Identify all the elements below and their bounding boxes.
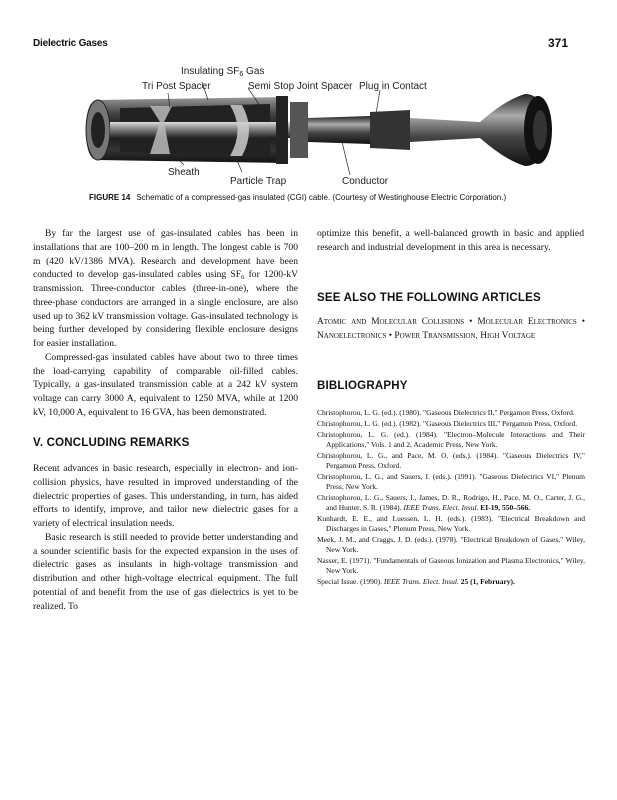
label-tri-post-spacer: Tri Post Spacer	[142, 81, 211, 92]
section-heading-bibliography: BIBLIOGRAPHY	[317, 380, 408, 392]
label-semi-stop-spacer: Semi Stop Joint Spacer	[248, 81, 353, 92]
paragraph-load-capability: Compressed-gas insulated cables have about two to three times the load-carrying capability of comparable oil-filled cables. Typically, a gas-insulated transmission cable at a 242 kV system voltage can carry 3000 A, equivalent to 1250 MVA, while at 1200 kV, 10,000 A, equivalent to 16 GVA, has been demonstrated.	[33, 351, 298, 418]
bibliography-entry: Christophorou, L. G., Sauers, I., James, D. R., Rodrigo, H., Pace, M. O., Carter, J. G., and Hunter, S. R. (1984). IEEE Trans. Elect. Insul. EI-19, 550–566.	[317, 493, 585, 513]
bibliography-entry: Nasser, E. (1971). "Fundamentals of Gaseous Ionization and Plasma Electronics," Wiley, New York.	[317, 556, 585, 576]
running-title: Dielectric Gases	[33, 38, 108, 49]
paragraph-optimize: optimize this benefit, a well-balanced growth in basic and applied research and industrial development in this area is necessary.	[317, 228, 584, 253]
bibliography-entry: Christophorou, L. G., and Pace, M. O. (eds.). (1984). "Gaseous Dielectrics IV," Pergamon Press, Oxford.	[317, 451, 585, 471]
paragraph-basic-research: Basic research is still needed to provide better understanding and a sounder scientific basis for the expected expansion in the uses of dielectric gases as insulants in high-voltage transmission and distribution and other high-voltage electrical equipment. The full potential of and benefit from the use of gas dielectrics is yet to be realized. To	[33, 531, 298, 612]
left-column-conclusion	[33, 462, 298, 613]
related-articles: Atomic and Molecular Collisions • Molecular Electronics • Nanoelectronics • Power Transmission, High Voltage	[317, 317, 585, 341]
bibliography-entry: Christophorou, L. G. (ed.). (1982). "Gaseous Dielectrics III," Pergamon Press, Oxford.	[317, 419, 578, 429]
paragraph-gas-cables: By far the largest use of gas-insulated cables has been in installations that are 100–200 m in length. The longest cable is 700 m (420 kV/1386 MVA). Research and development have been conducted to develop gas-insulated cables using $SF_6$ for 1200-kV transmission. Three-conductor cables (three-in-one), where the three-phase conductors are arranged in a single enclosure, are also used up to 362 kV transmission voltage. Gas-insulated technology is being further developed by considering flexible enclosure designs for easier installation.	[33, 228, 299, 349]
figure-caption	[89, 193, 589, 202]
section-heading-concluding: V. CONCLUDING REMARKS	[33, 437, 190, 449]
figure-cgi-cable	[80, 60, 580, 195]
plug-in-contact-shape	[308, 116, 370, 144]
bibliography-entry: Kunhardt, E. E., and Luessen, L. H. (eds.). (1983). "Electrical Breakdown and Discharges in Gases," Plenum Press, New York.	[317, 514, 585, 534]
label-particle-trap: Particle Trap	[230, 176, 287, 187]
caption-label: FIGURE 14	[89, 193, 131, 202]
bibliography-list	[317, 408, 585, 588]
right-column	[317, 227, 584, 255]
bibliography-entry: Special Issue. (1990). IEEE Trans. Elect. Insul. 25 (1, February).	[317, 577, 515, 587]
bibliography-entry: Christophorou, L. G. (ed.). (1984). "Electron–Molecule Interactions and Their Applications," Vols. 1 and 2, Academic Press, New York.	[317, 430, 585, 450]
bibliography-entry: Meek, J. M., and Craggs, J. D. (eds.). (1978). "Electrical Breakdown of Gases," Wiley, New York.	[317, 535, 585, 555]
label-conductor: Conductor	[342, 176, 389, 187]
label-sheath: Sheath	[168, 167, 200, 178]
section-heading-see-also: SEE ALSO THE FOLLOWING ARTICLES	[317, 292, 541, 304]
paragraph-recent-advances: Recent advances in basic research, especially in electron- and ion-collision physics, have resulted in improved understanding of the dielectric properties of gases. This understanding, in turn, has aided efforts to identify, improve, and tailor new dielectric gases for a variety of electrical insulation needs.	[33, 463, 298, 529]
bibliography-entry: Christophorou, L. G. (ed.). (1980). "Gaseous Dielectrics II," Pergamon Press, Oxford.	[317, 408, 575, 417]
left-column	[33, 227, 298, 420]
label-plug-in-contact: Plug in Contact	[359, 81, 427, 92]
label-insulating-gas: Insulating $SF_6$ Gas	[181, 66, 265, 78]
page-number: 371	[548, 36, 569, 50]
bibliography-entry: Christophorou, L. G., and Sauers, I. (eds.). (1991). "Gaseous Dielectrics VI," Plenum Press, New York.	[317, 472, 585, 492]
caption-text: Schematic of a compressed-gas insulated (CGI) cable. (Courtesy of Westinghouse Electric Corporation.)	[136, 193, 507, 202]
